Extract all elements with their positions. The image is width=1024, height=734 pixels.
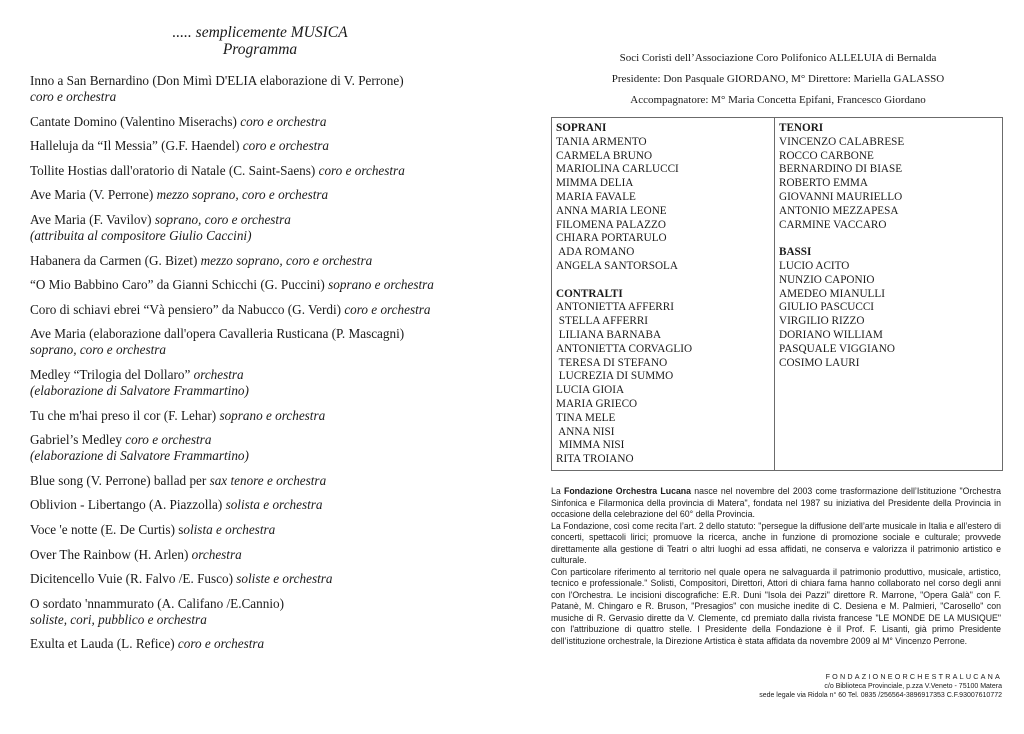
program-item-performers: coro e orchestra — [125, 432, 212, 448]
program-item-main: Medley “Trilogia del Dollaro” — [30, 366, 194, 382]
choir-roster-box — [551, 117, 1003, 471]
program-item-main: Coro di schiavi ebrei “Và pensiero” da Nabucco (G. Verdi) — [30, 301, 345, 317]
program-item — [30, 138, 500, 154]
program-item-performers: coro e orchestra — [318, 162, 405, 178]
program-item-main: Oblivion - Libertango (A. Piazzolla) — [30, 497, 226, 513]
program-title: ..... semplicemente MUSICA — [172, 24, 348, 41]
program-item-title — [30, 432, 500, 448]
program-item-main: Gabriel’s Medley — [30, 432, 126, 448]
program-item-title — [30, 636, 500, 652]
choir-header — [548, 48, 1008, 111]
foundation-p1-post: nasce nel novembre del 2003 come trasformazione dell’Istituzione "Orchestra Sinfonica e Filarmonica della provincia di Matera", fondata nel 1987 su iniziativa del Presidente della Provincia in occasione della celebrazione del 60° della Provincia. — [551, 486, 1001, 519]
singer-name: ROBERTO EMMA — [779, 177, 868, 190]
program-item-performers: orchestra — [191, 546, 242, 562]
tenori-list — [779, 136, 997, 233]
program-item-performers: soprano, coro e orchestra — [154, 211, 291, 227]
program-item — [30, 73, 500, 105]
program-item-main: Ave Maria (elaborazione dall'opera Cavalleria Rusticana (P. Mascagni) — [30, 326, 405, 342]
singer-name: COSIMO LAURI — [779, 356, 860, 369]
program-item-main: Exulta et Lauda (L. Refice) — [30, 636, 178, 652]
footer-legal: sede legale via Ridola n° 60 Tel. 0835 /256564-3896917353 C.F.93007610772 — [759, 692, 1002, 699]
foundation-name: Fondazione Orchestra Lucana — [563, 486, 692, 496]
program-item — [30, 473, 500, 489]
program-item-performers: mezzo soprano, coro e orchestra — [200, 252, 373, 268]
program-item-performers: coro e orchestra — [240, 113, 327, 129]
program-section — [30, 24, 500, 652]
roster-divider — [774, 118, 775, 470]
singer-name: STELLA AFFERRI — [556, 315, 649, 328]
singer-name: VINCENZO CALABRESE — [779, 135, 905, 148]
singer-name: MIMMA DELIA — [556, 177, 634, 190]
program-item-note: coro e orchestra — [30, 89, 117, 104]
program-item-main: Inno a San Bernardino (Don Mimì D'ELIA elaborazione di V. Perrone) — [30, 73, 404, 88]
singer-name: ANTONIETTA AFFERRI — [556, 301, 674, 314]
singer-name: GIULIO PASCUCCI — [779, 301, 875, 314]
singer-name: CARMINE VACCARO — [779, 218, 887, 231]
program-item-main: O sordato 'nnammurato (A. Califano /E.Cannio) — [30, 595, 284, 611]
singer-name: MIMMA NISI — [556, 439, 625, 452]
program-item — [30, 571, 500, 587]
program-item-title — [30, 277, 500, 293]
singer-name: LILIANA BARNABA — [556, 328, 662, 341]
singer-name: VIRGILIO RIZZO — [779, 315, 865, 328]
soprani-heading: SOPRANI — [556, 122, 607, 134]
foundation-p1-pre: La — [551, 486, 564, 496]
program-item — [30, 547, 500, 563]
program-item — [30, 212, 500, 244]
program-item-main: Blue song (V. Perrone) ballad per — [30, 472, 210, 488]
contralti-list — [556, 301, 772, 467]
program-item-title — [30, 212, 500, 228]
singer-name: CHIARA PORTARULO — [556, 232, 667, 245]
program-item-main: Over The Rainbow (H. Arlen) — [30, 546, 192, 562]
choir-accompanist-line: Accompagnatore: M° Maria Concetta Epifani, Francesco Giordano — [630, 94, 926, 106]
bassi-heading: BASSI — [779, 246, 812, 259]
program-item — [30, 163, 500, 179]
singer-name: RITA TROIANO — [556, 453, 634, 466]
program-item-title — [30, 367, 500, 383]
singer-name: TERESA DI STEFANO — [556, 356, 668, 369]
foundation-paragraph-2: La Fondazione, così come recita l’art. 2 dello statuto: "persegue la diffusione dell’arte musicale in Italia e all’estero di concerti, spettacoli lirici; promuove la ricerca, anche in funzione di promozione sociale e culturale; provvede direttamente alla gestione di Teatri o altri luoghi ad essa affidati, ne conserva e valorizza il patrimonio artistico e culturale. — [551, 520, 1001, 565]
program-item-performers: soliste e orchestra — [236, 571, 333, 587]
program-item-title — [30, 596, 500, 612]
program-item-note: (elaborazione di Salvatore Frammartino) — [30, 382, 249, 398]
program-item-title — [30, 73, 500, 89]
singer-name: DORIANO WILLIAM — [779, 328, 883, 341]
singer-name: ANGELA SANTORSOLA — [556, 259, 678, 272]
program-item-performers: mezzo soprano, coro e orchestra — [156, 187, 329, 203]
program-item-title — [30, 163, 500, 179]
program-item-title — [30, 187, 500, 203]
program-item-title — [30, 326, 500, 342]
singer-name: ANTONIETTA CORVAGLIO — [556, 342, 693, 355]
singer-name: BERNARDINO DI BIASE — [779, 163, 903, 176]
tenori-heading: TENORI — [779, 122, 824, 134]
singer-name: LUCREZIA DI SUMMO — [556, 370, 674, 383]
singer-name: ANTONIO MEZZAPESA — [779, 204, 899, 217]
program-subtitle: Programma — [222, 41, 298, 58]
program-item-main: Tu che m'hai preso il cor (F. Lehar) — [30, 407, 220, 423]
singer-name: GIOVANNI MAURIELLO — [779, 190, 903, 203]
program-item-title — [30, 114, 500, 130]
program-item-main: Tollite Hostias dall'oratorio di Natale (C. Saint-Saens) — [30, 162, 319, 178]
footer-address: c/o Biblioteca Provinciale, p.zza V.Veneto - 75100 Matera — [824, 682, 1002, 690]
roster-right-column — [779, 122, 997, 370]
singer-name: MARIOLINA CARLUCCI — [556, 163, 679, 176]
program-item-title — [30, 522, 500, 538]
program-item — [30, 636, 500, 652]
foundation-description — [551, 486, 1001, 647]
foundation-paragraph-3: Con particolare riferimento al territorio nel quale opera ne salvaguarda il patrimonio produttivo, musicale, artistico, tecnico e professionale." Solisti, Compositori, Direttori, Attori di chiara fama hanno collaborato nel corso degli anni con l'Orchestra. Le incisioni discografiche: E.R. Duni "Isola dei Pazzi" direttore R. Marrone, "Opera Galà" con F. Patanè, M. Chingaro e R. Bruson, "Presagios" con musiche inedite di C. Desiena e M. Palmieri, "Carosello" con musiche di R. Gervasio dirette da V. Clemente, cd premiato dalla rivista francese "LE MONDE DE LA MUSIQUE" con l'attribuzione di quattro stelle. I Presidente della Fondazione è il Prof. F. Lisanti, già primo Presidente dell’istituzione orchestrale, la Direzione Artistica è stata affidata da novembre 2009 al M° Vincenzo Perrone. — [551, 566, 1001, 646]
singer-name: LUCIO ACITO — [779, 259, 850, 272]
program-item — [30, 114, 500, 130]
program-item-main: Dicitencello Vuie (R. Falvo /E. Fusco) — [30, 571, 237, 587]
program-item-title — [30, 473, 500, 489]
program-item — [30, 432, 500, 464]
contralti-heading: CONTRALTI — [556, 287, 623, 300]
program-item-performers: coro e orchestra — [177, 636, 265, 652]
program-item-note: (elaborazione di Salvatore Frammartino) — [30, 448, 249, 464]
program-item-main: Voce 'e notte (E. De Curtis) s — [30, 521, 184, 537]
program-item-performers: sax tenore e orchestra — [209, 472, 327, 488]
program-item-title — [30, 497, 500, 513]
program-item-main: Cantate Domino (Valentino Miserachs) — [30, 113, 241, 129]
singer-name: AMEDEO MIANULLI — [779, 287, 885, 300]
program-item-note: (attribuita al compositore Giulio Caccini) — [30, 227, 252, 243]
roster-left-column — [556, 122, 772, 467]
program-item — [30, 187, 500, 203]
singer-name: TANIA ARMENTO — [556, 135, 647, 148]
singer-name: ANNA MARIA LEONE — [556, 204, 667, 217]
singer-name: FILOMENA PALAZZO — [556, 218, 666, 231]
soprani-list — [556, 136, 772, 274]
singer-name: TINA MELE — [556, 411, 616, 424]
program-item-performers: solista e orchestra — [225, 497, 323, 513]
program-item-main: Ave Maria (F. Vavilov) — [30, 211, 155, 227]
program-item-title — [30, 571, 500, 587]
program-item-title — [30, 547, 500, 563]
singer-name: PASQUALE VIGGIANO — [779, 342, 895, 355]
program-item-performers: soprano e orchestra — [328, 277, 434, 293]
singer-name: LUCIA GIOIA — [556, 384, 625, 397]
singer-name: ADA ROMANO — [556, 246, 635, 259]
program-item — [30, 408, 500, 424]
choir-association-line: Soci Coristi dell’Associazione Coro Polifonico ALLELUIA di Bernalda — [619, 52, 937, 64]
program-item-performers: coro e orchestra — [242, 138, 329, 154]
program-item-title — [30, 408, 500, 424]
program-item-performers: orchestra — [193, 366, 244, 382]
program-item-main: Ave Maria (V. Perrone) — [30, 187, 157, 203]
program-item — [30, 497, 500, 513]
program-list — [30, 73, 500, 652]
program-item — [30, 596, 500, 628]
program-item — [30, 302, 500, 318]
foundation-paragraph-1 — [551, 486, 1001, 521]
choir-president-line: Presidente: Don Pasquale GIORDANO, M° Direttore: Mariella GALASSO — [611, 73, 945, 85]
program-item-note: soliste, cori, pubblico e orchestra — [30, 611, 207, 627]
foundation-footer — [759, 672, 1002, 701]
program-item-main: Halleluja da “Il Messia” (G.F. Haendel) — [30, 138, 243, 154]
singer-name: NUNZIO CAPONIO — [779, 273, 875, 286]
program-item-performers: coro e orchestra — [344, 301, 431, 317]
program-item-title — [30, 253, 500, 269]
singer-name: MARIA FAVALE — [556, 190, 636, 203]
program-item-title — [30, 138, 500, 154]
program-item-note: soprano, coro e orchestra — [30, 342, 167, 358]
program-item — [30, 326, 500, 358]
program-item — [30, 277, 500, 293]
program-item-main: Habanera da Carmen (G. Bizet) — [30, 252, 201, 268]
program-item-main: “O Mio Babbino Caro” da Gianni Schicchi (G. Puccini) — [30, 277, 329, 293]
footer-brand: FONDAZIONEORCHESTRALUCANA — [825, 672, 1002, 681]
program-item-performers: olista e orchestra — [183, 521, 276, 537]
program-item — [30, 367, 500, 399]
singer-name: MARIA GRIECO — [556, 397, 638, 410]
program-item-title — [30, 302, 500, 318]
bassi-list — [779, 260, 997, 370]
singer-name: ANNA NISI — [556, 425, 615, 438]
program-item — [30, 522, 500, 538]
program-item-performers: soprano e orchestra — [219, 407, 326, 423]
program-item — [30, 253, 500, 269]
singer-name: ROCCO CARBONE — [779, 149, 874, 162]
singer-name: CARMELA BRUNO — [556, 149, 653, 162]
